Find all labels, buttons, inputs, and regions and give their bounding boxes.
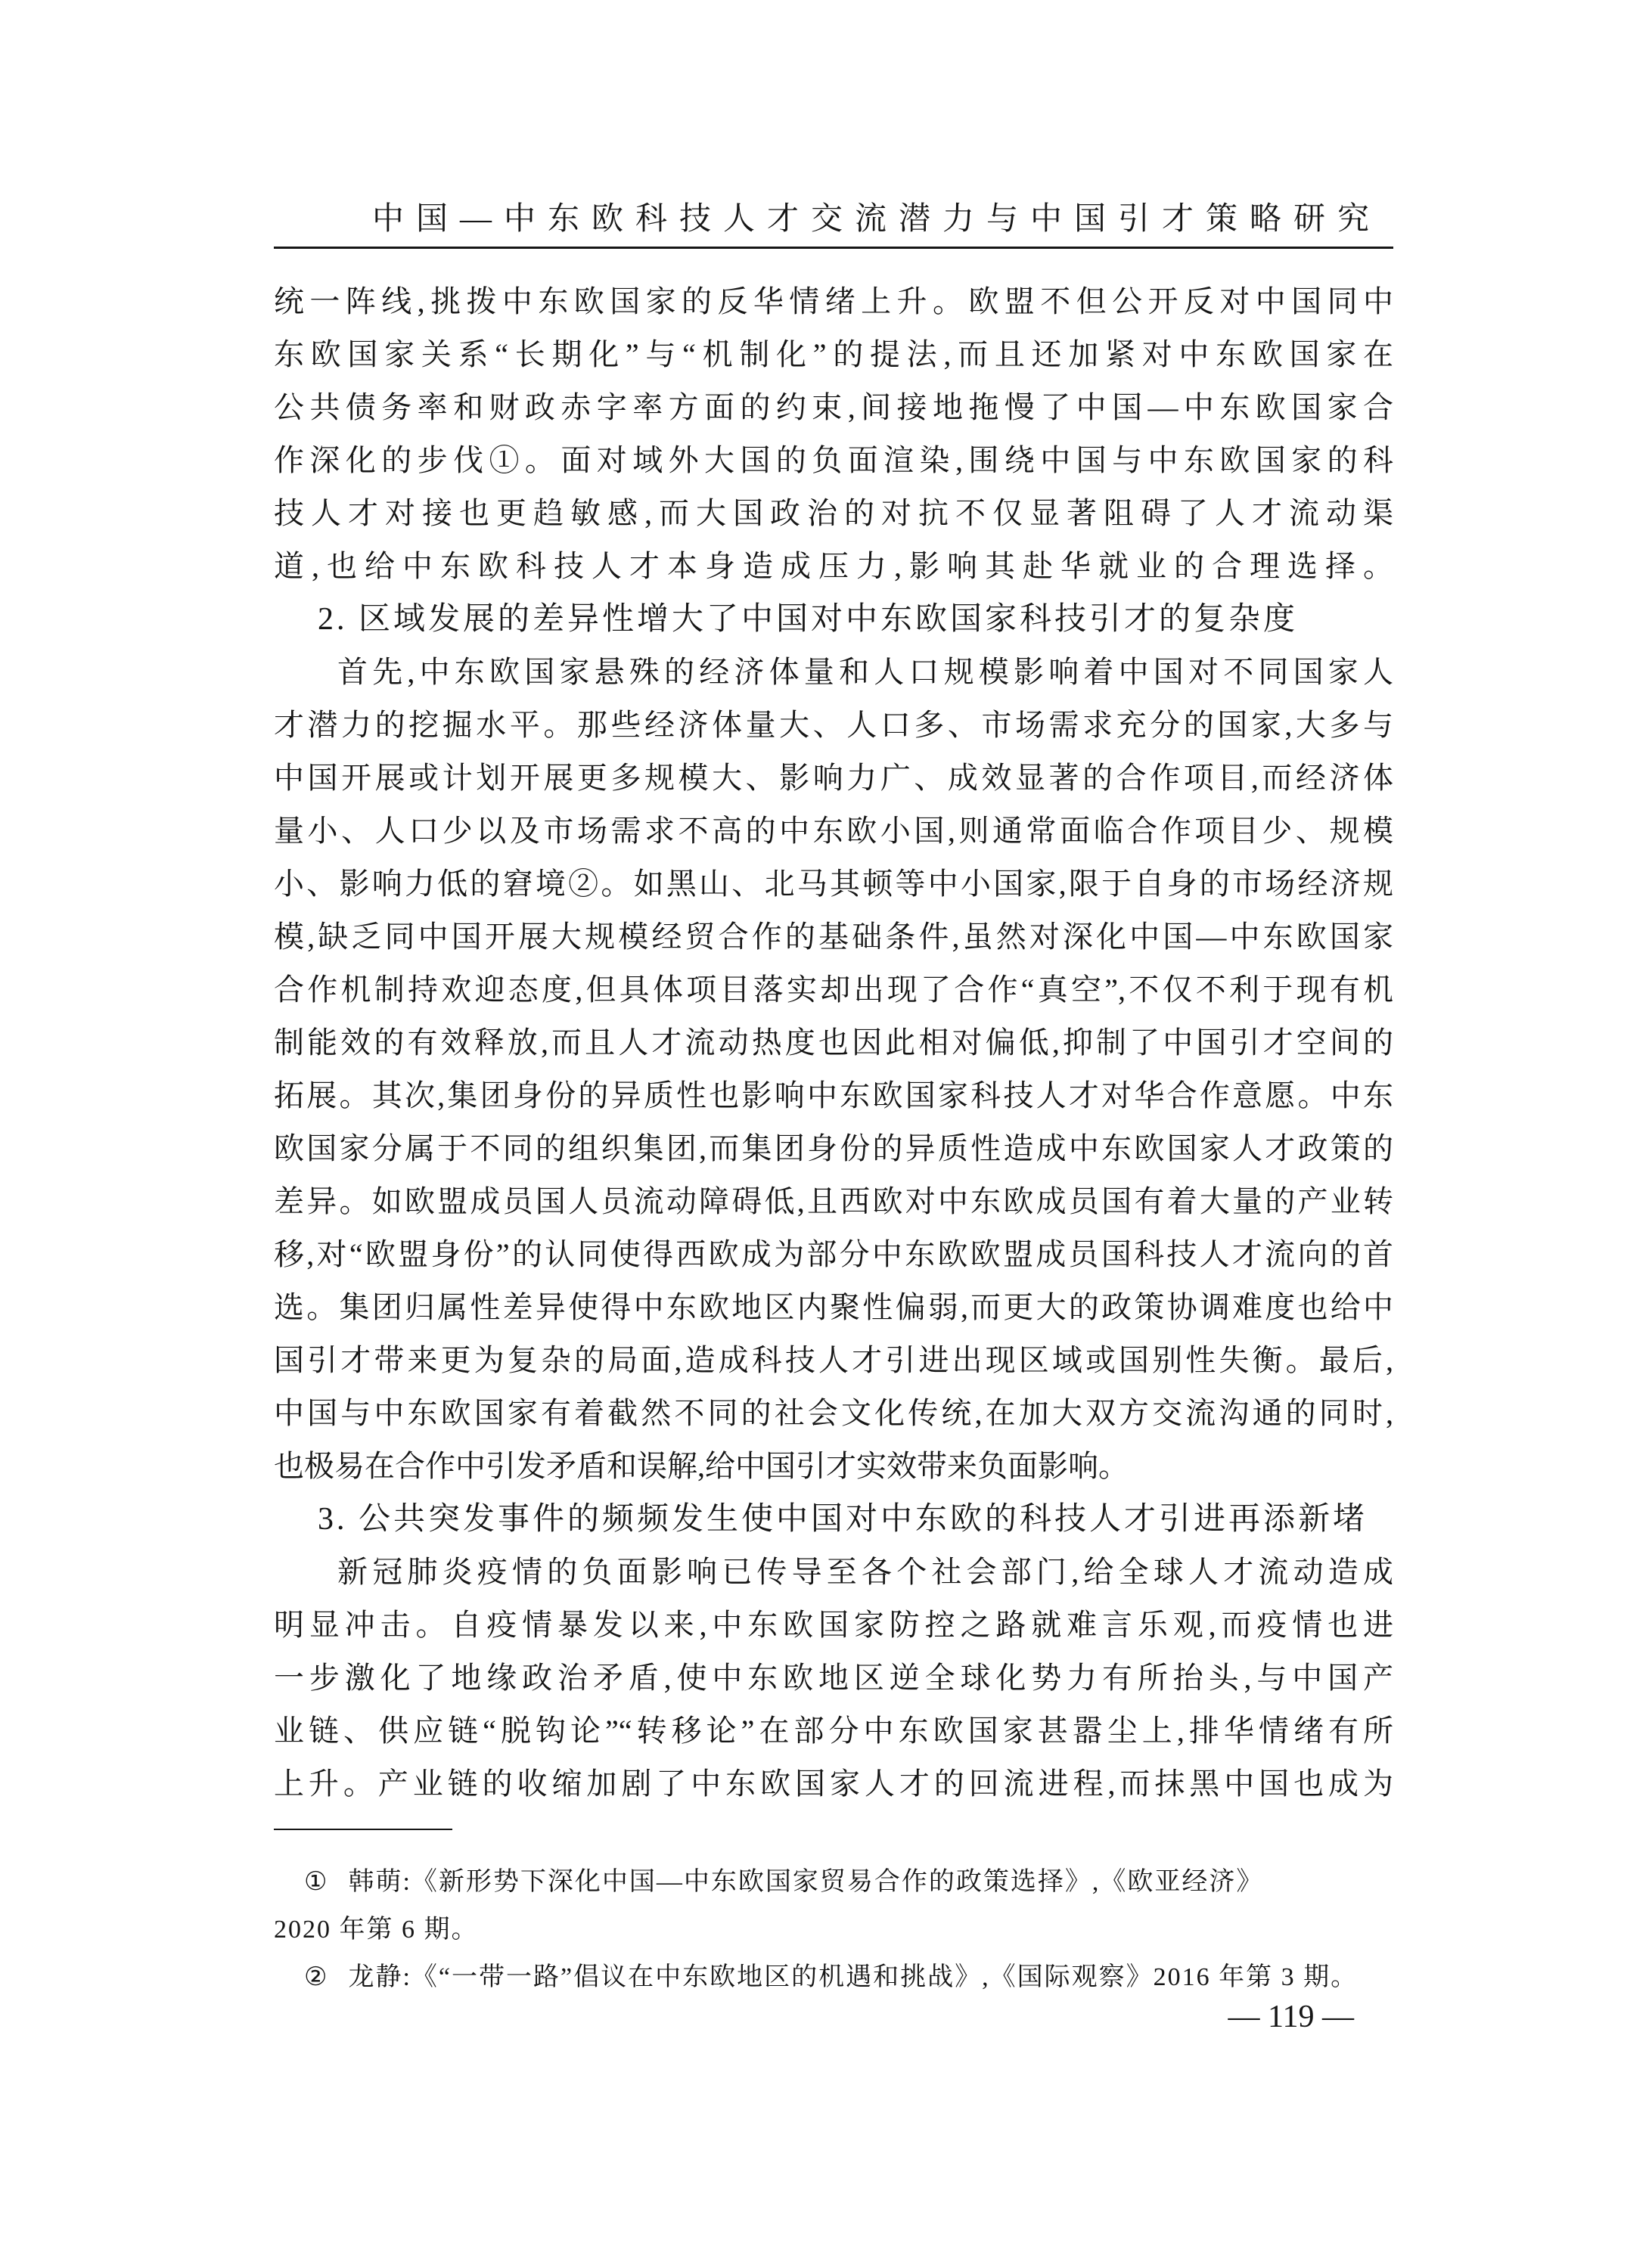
para2-line: 才潜力的挖掘水平。那些经济体量大、人口多、市场需求充分的国家,大多与 <box>274 708 1393 742</box>
para3-line: 明显冲击。自疫情暴发以来,中东欧国家防控之路就难言乐观,而疫情也进 <box>274 1608 1393 1642</box>
para2-line: 合作机制持欢迎态度,但具体项目落实却出现了合作“真空”,不仅不利于现有机 <box>274 973 1393 1007</box>
para3-line: 上升。产业链的收缩加剧了中东欧国家人才的回流进程,而抹黑中国也成为 <box>274 1767 1393 1801</box>
para2-line: 移,对“欧盟身份”的认同使得西欧成为部分中东欧欧盟成员国科技人才流向的首 <box>274 1237 1393 1271</box>
para1-line: 技人才对接也更趋敏感,而大国政治的对抗不仅显著阻碍了人才流动渠 <box>274 496 1393 530</box>
para3-line: 新冠肺炎疫情的负面影响已传导至各个社会部门,给全球人才流动造成 <box>337 1555 1393 1589</box>
para1-line: 作深化的步伐①。面对域外大国的负面渲染,围绕中国与中东欧国家的科 <box>274 443 1393 477</box>
para3-line: 一步激化了地缘政治矛盾,使中东欧地区逆全球化势力有所抬头,与中国产 <box>274 1661 1393 1695</box>
subsection-heading-3: 3. 公共突发事件的频频发生使中国对中东欧的科技人才引进再添新堵 <box>318 1502 1368 1537</box>
para2-line: 制能效的有效释放,而且人才流动热度也因此相对偏低,抑制了中国引才空间的 <box>274 1025 1393 1060</box>
para2-line: 量小、人口少以及市场需求不高的中东欧小国,则通常面临合作项目少、规模 <box>274 814 1393 848</box>
page-number: — 119 — <box>1228 2000 1354 2034</box>
subsection-heading-2: 2. 区域发展的差异性增大了中国对中东欧国家科技引才的复杂度 <box>318 602 1299 637</box>
para1-line: 东欧国家关系“长期化”与“机制化”的提法,而且还加紧对中东欧国家在 <box>274 337 1393 371</box>
header-rule <box>274 247 1393 249</box>
footnote-2-marker: ② <box>304 1963 329 1991</box>
para2-line: 拓展。其次,集团身份的异质性也影响中东欧国家科技人才对华合作意愿。中东 <box>274 1078 1393 1112</box>
para2-line: 选。集团归属性差异使得中东欧地区内聚性偏弱,而更大的政策协调难度也给中 <box>274 1290 1393 1324</box>
footnote-separator <box>274 1829 452 1830</box>
para2-line: 中国开展或计划开展更多规模大、影响力广、成效显著的合作项目,而经济体 <box>274 761 1393 795</box>
para2-line: 国引才带来更为复杂的局面,造成科技人才引进出现区域或国别性失衡。最后, <box>274 1343 1393 1377</box>
para1-line: 公共债务率和财政赤字率方面的约束,间接地拖慢了中国—中东欧国家合 <box>274 390 1393 424</box>
para2-line: 差异。如欧盟成员国人员流动障碍低,且西欧对中东欧成员国有着大量的产业转 <box>274 1184 1393 1218</box>
para1-line: 道,也给中东欧科技人才本身造成压力,影响其赴华就业的合理选择。 <box>274 549 1393 583</box>
body-text <box>274 275 1393 1810</box>
para1-line: 统一阵线,挑拨中东欧国家的反华情绪上升。欧盟不但公开反对中国同中 <box>274 284 1393 318</box>
para2-line: 也极易在合作中引发矛盾和误解,给中国引才实效带来负面影响。 <box>274 1449 1129 1483</box>
footnote-1-marker: ① <box>304 1868 329 1896</box>
footnote-1-line-2: 2020 年第 6 期。 <box>274 1916 479 1944</box>
footnote-2-line-1 <box>274 1953 1393 2001</box>
running-header-title: 中国—中东欧科技人才交流潜力与中国引才策略研究 <box>371 202 1381 237</box>
para2-line: 欧国家分属于不同的组织集团,而集团身份的异质性造成中东欧国家人才政策的 <box>274 1131 1393 1165</box>
para2-line: 中国与中东欧国家有着截然不同的社会文化传统,在加大双方交流沟通的同时, <box>274 1396 1393 1430</box>
para3-line: 业链、供应链“脱钩论”“转移论”在部分中东欧国家甚嚣尘上,排华情绪有所 <box>274 1714 1393 1748</box>
para2-line: 首先,中东欧国家悬殊的经济体量和人口规模影响着中国对不同国家人 <box>337 655 1393 689</box>
para2-line: 小、影响力低的窘境②。如黑山、北马其顿等中小国家,限于自身的市场经济规 <box>274 867 1393 901</box>
para2-line: 模,缺乏同中国开展大规模经贸合作的基础条件,虽然对深化中国—中东欧国家 <box>274 920 1393 954</box>
footnote-2-text: 龙静:《“一带一路”倡议在中东欧地区的机遇和挑战》,《国际观察》2016 年第 3 期。 <box>348 1963 1359 1991</box>
footnote-1-text: 韩萌:《新形势下深化中国—中东欧国家贸易合作的政策选择》,《欧亚经济》 <box>348 1868 1264 1896</box>
footnote-1-line-1 <box>274 1858 1393 1906</box>
footnotes <box>274 1858 1393 2001</box>
